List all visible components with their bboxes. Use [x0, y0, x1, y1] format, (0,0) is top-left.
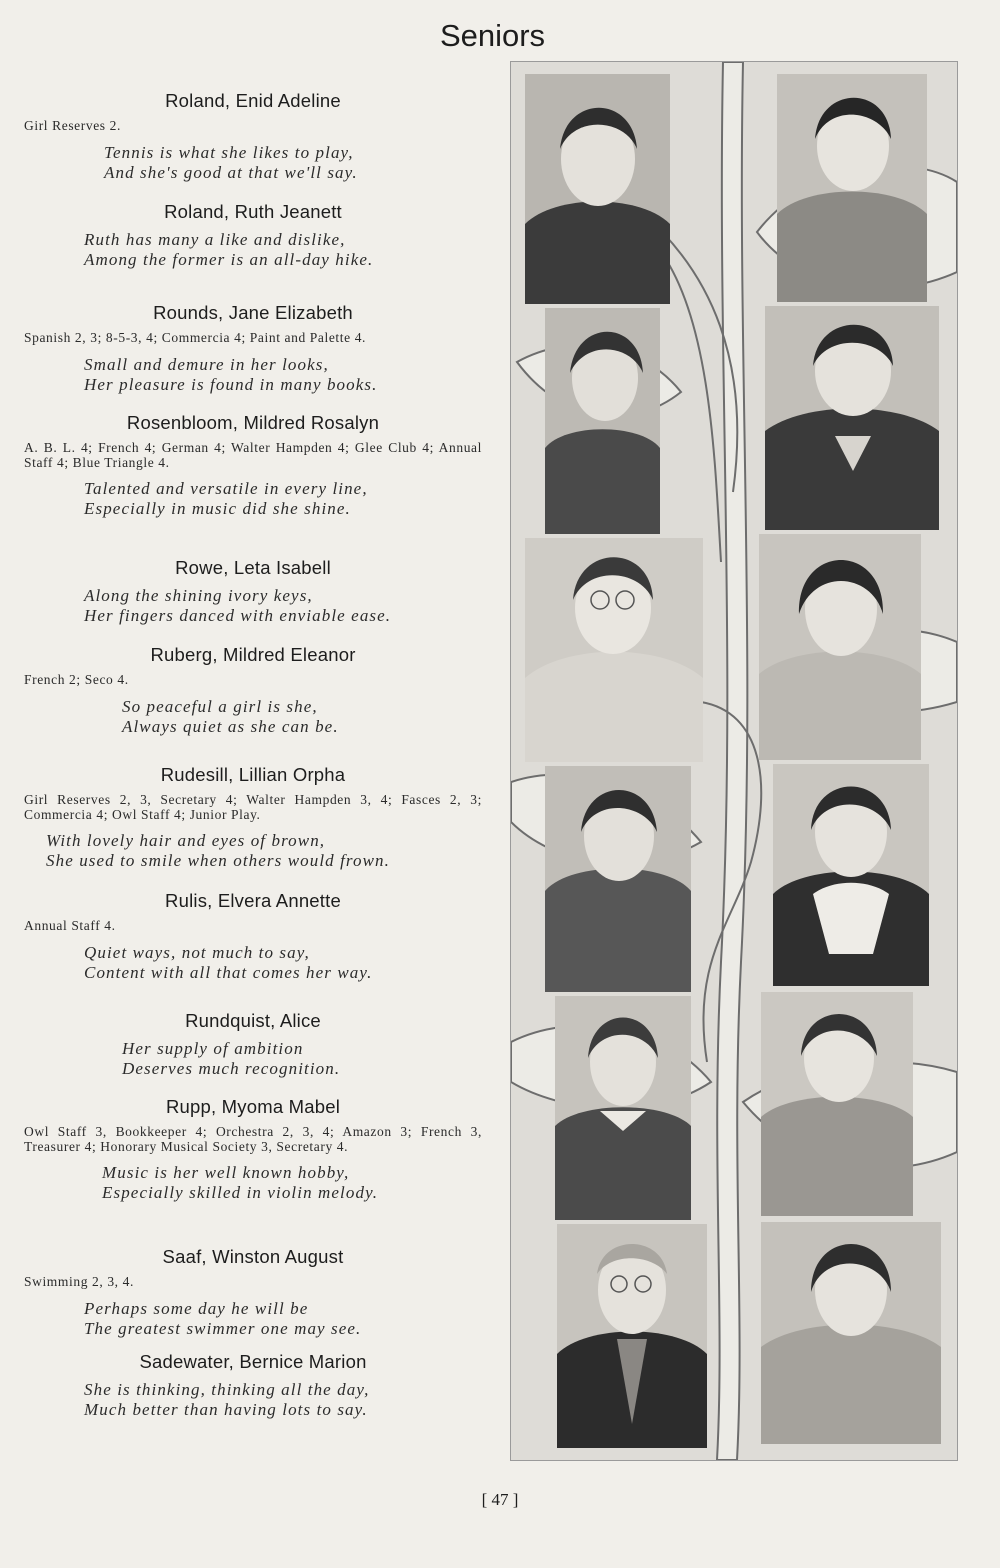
student-verse [24, 230, 482, 270]
verse-line: Her fingers danced with enviable ease. [84, 606, 392, 625]
student-activities: Girl Reserves 2. [24, 118, 121, 133]
student-name: Ruberg, Mildred Eleanor [150, 644, 356, 665]
student-name: Sadewater, Bernice Marion [139, 1351, 367, 1372]
verse-line: Small and demure in her looks, [84, 354, 329, 374]
verse-line: Always quiet as she can be. [122, 716, 339, 736]
verse-line: Her supply of ambition [122, 1039, 304, 1058]
verse-line: Ruth has many a like and dislike, [84, 230, 346, 249]
student-entry [24, 201, 482, 270]
verse-line: Deserves much recognition. [122, 1059, 341, 1078]
verse-line: Her pleasure is found in many books. [84, 374, 378, 394]
student-verse [24, 943, 482, 983]
portrait [761, 992, 913, 1216]
student-entry [24, 764, 482, 871]
page-title: Seniors [439, 18, 546, 53]
student-activities: Owl Staff 3, Bookkeeper 4; Orchestra 2, 3, 4; Amazon 3; French 3, Treasurer 4; Honorary Musical Society 3, Secretary 4. [24, 1124, 482, 1154]
student-name: Rundquist, Alice [185, 1010, 321, 1031]
student-verse [24, 831, 482, 871]
portrait [773, 764, 929, 986]
portrait [759, 534, 921, 760]
verse-line: Along the shining ivory keys, [84, 586, 313, 605]
student-name: Rupp, Myoma Mabel [165, 1096, 341, 1117]
student-entry [24, 1351, 482, 1420]
student-entry [24, 557, 482, 626]
photo-panel [510, 61, 958, 1461]
vine-stem [717, 62, 747, 1460]
verse-line: Quiet ways, not much to say, [84, 942, 310, 962]
student-verse [24, 355, 482, 395]
verse-line: Much better than having lots to say. [84, 1400, 368, 1419]
student-name: Rulis, Elvera Annette [165, 890, 341, 911]
student-name: Rosenbloom, Mildred Rosalyn [126, 412, 380, 433]
student-name: Rudesill, Lillian Orpha [160, 764, 346, 785]
student-verse [24, 143, 482, 183]
portrait [765, 306, 939, 530]
verse-line: Especially in music did she shine. [84, 499, 351, 518]
student-entry [24, 644, 482, 737]
verse-line: And she's good at that we'll say. [104, 162, 358, 182]
verse-line: With lovely hair and eyes of brown, [46, 831, 326, 850]
student-activities: Swimming 2, 3, 4. [24, 1274, 134, 1289]
portrait [545, 308, 660, 534]
portrait [557, 1224, 707, 1448]
student-entry [24, 1096, 482, 1203]
student-verse [24, 1299, 482, 1339]
portrait [525, 538, 703, 762]
verse-line: She is thinking, thinking all the day, [84, 1380, 370, 1399]
verse-line: Among the former is an all-day hike. [84, 250, 374, 269]
student-name: Rounds, Jane Elizabeth [153, 302, 353, 323]
verse-line: Tennis is what she likes to play, [104, 142, 354, 162]
student-activities: A. B. L. 4; French 4; German 4; Walter Hampden 4; Glee Club 4; Annual Staff 4; Blue Triangle 4. [24, 440, 482, 470]
verse-line: Perhaps some day he will be [84, 1298, 309, 1318]
verse-line: Especially skilled in violin melody. [102, 1183, 379, 1202]
student-verse [24, 586, 482, 626]
verse-line: Talented and versatile in every line, [84, 479, 368, 498]
student-entry [24, 1010, 482, 1079]
student-verse [24, 1039, 482, 1079]
portrait-collage [511, 62, 957, 1460]
student-entry [24, 302, 482, 395]
portrait [525, 74, 670, 304]
portrait [545, 766, 691, 992]
student-name: Saaf, Winston August [162, 1246, 344, 1267]
verse-line: The greatest swimmer one may see. [84, 1318, 362, 1338]
portrait [777, 74, 927, 302]
verse-line: Music is her well known hobby, [102, 1163, 350, 1182]
student-activities: Annual Staff 4. [24, 918, 116, 933]
portrait [555, 996, 691, 1220]
student-verse [24, 1380, 482, 1420]
student-activities: French 2; Seco 4. [24, 672, 129, 687]
student-verse [24, 1163, 482, 1203]
student-entry [24, 1246, 482, 1339]
portrait [761, 1222, 941, 1444]
page-number: [ 47 ] [481, 1490, 519, 1509]
student-activities: Spanish 2, 3; 8-5-3, 4; Commercia 4; Paint and Palette 4. [24, 330, 367, 345]
student-verse [24, 479, 482, 519]
verse-line: Content with all that comes her way. [84, 962, 373, 982]
student-name: Roland, Enid Adeline [165, 90, 341, 111]
student-name: Rowe, Leta Isabell [175, 557, 331, 578]
student-entry [24, 412, 482, 519]
verse-line: So peaceful a girl is she, [122, 696, 318, 716]
verse-line: She used to smile when others would frown. [46, 851, 391, 870]
student-verse [24, 697, 482, 737]
student-activities: Girl Reserves 2, 3, Secretary 4; Walter Hampden 3, 4; Fasces 2, 3; Commercia 4; Owl Staff 4; Junior Play. [24, 792, 482, 822]
student-entry [24, 890, 482, 983]
student-entry [24, 90, 482, 183]
student-name: Roland, Ruth Jeanett [164, 201, 342, 222]
